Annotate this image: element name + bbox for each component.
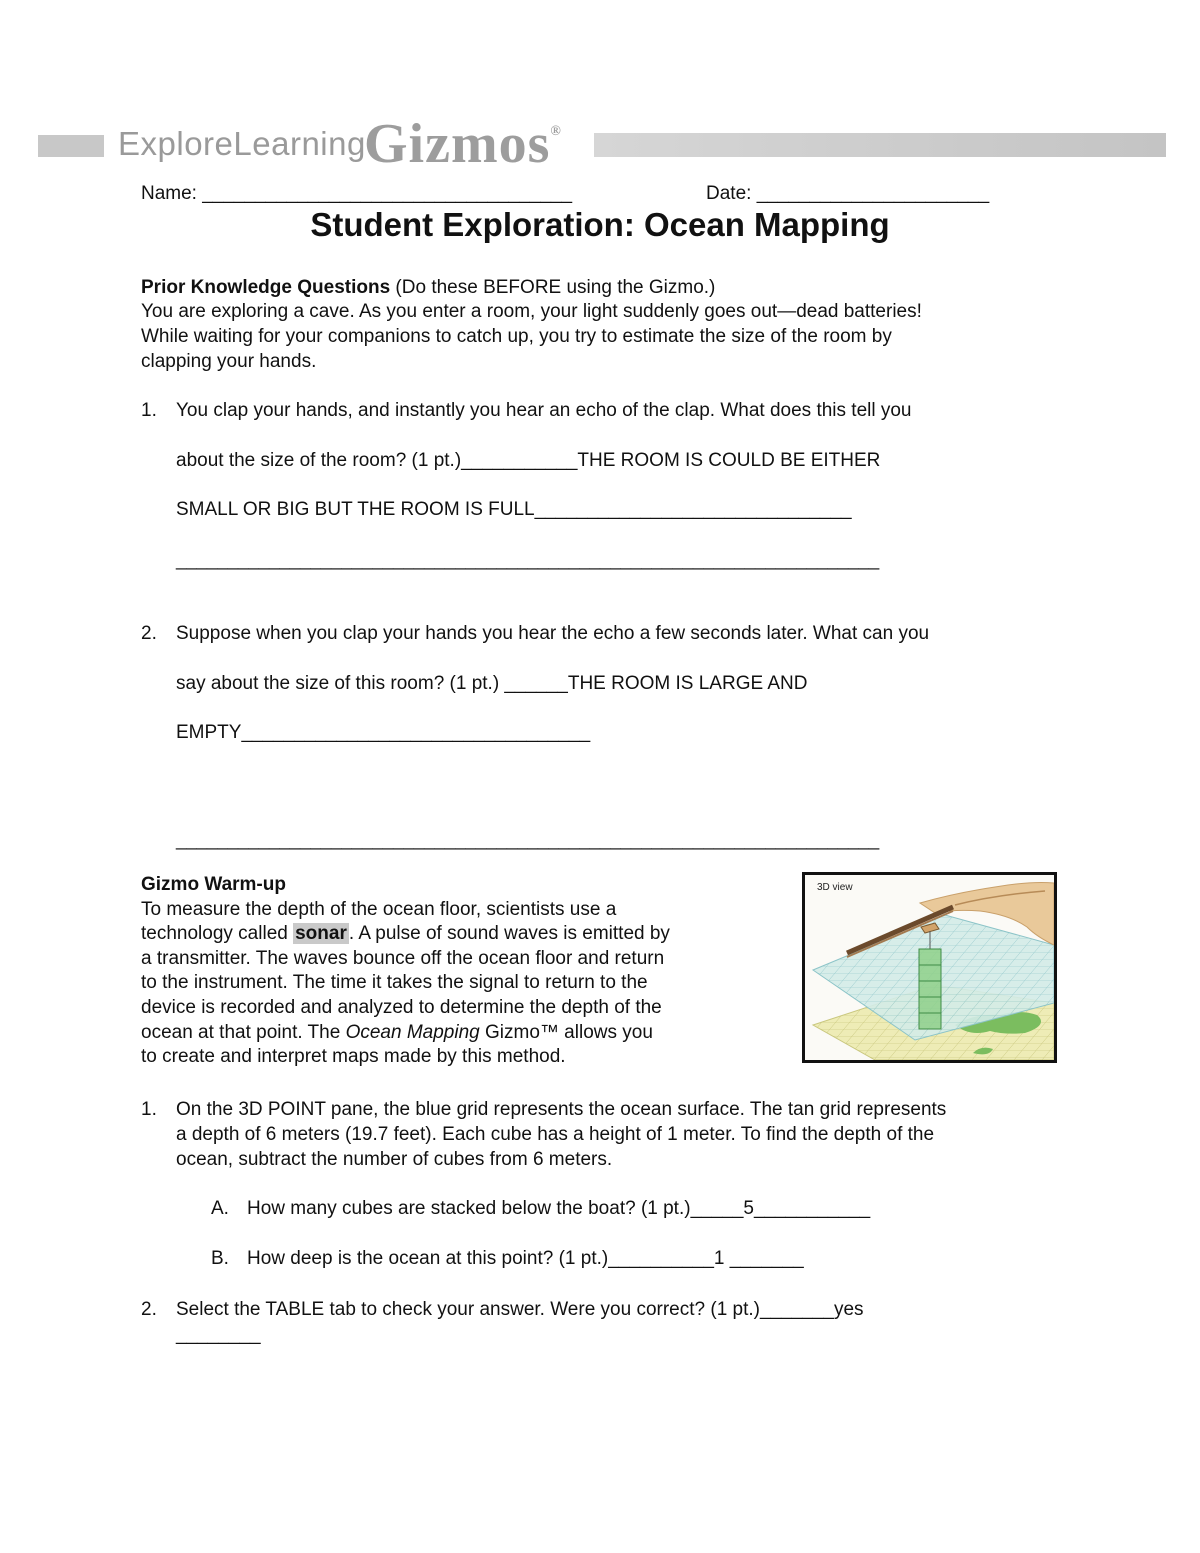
warmup-q1-line: ocean, subtract the number of cubes from 6 meters. [176, 1149, 613, 1170]
warmup-heading: Gizmo Warm-up [141, 874, 286, 895]
brand-bar-left [38, 135, 104, 157]
brand-gizmos-logo [364, 112, 562, 176]
prior-heading: Prior Knowledge Questions [141, 277, 391, 298]
warmup-q1a-label: A. [211, 1198, 229, 1219]
warmup-line: To measure the depth of the ocean floor, scientists use a [141, 899, 617, 920]
warmup-line: device is recorded and analyzed to determine the depth of the [141, 997, 662, 1018]
brand-reg-mark: ® [550, 124, 562, 139]
prior-q2-number: 2. [141, 623, 157, 644]
warmup-line [141, 922, 670, 947]
3d-view-label: 3D view [817, 882, 853, 893]
prior-q2-line: ____________________________________________________________________ [176, 829, 880, 850]
name-field: Name: ___________________________________ [141, 183, 573, 204]
prior-heading-note: (Do these BEFORE using the Gizmo.) [390, 277, 716, 298]
warmup-q2-number: 2. [141, 1299, 157, 1320]
prior-q2-line: Suppose when you clap your hands you hear the echo a few seconds later. What can you [176, 623, 930, 644]
3d-view-figure [802, 872, 1057, 1063]
prior-intro-line: While waiting for your companions to catch up, you try to estimate the size of the room by [141, 326, 892, 347]
warmup-line: a transmitter. The waves bounce off the ocean floor and return [141, 948, 665, 969]
warmup-q1-line: On the 3D POINT pane, the blue grid represents the ocean surface. The tan grid represents [176, 1099, 947, 1120]
prior-q1-line: SMALL OR BIG BUT THE ROOM IS FULL______________________________ [176, 499, 852, 520]
warmup-line-text: ocean at that point. The [141, 1022, 346, 1043]
prior-intro-line: You are exploring a cave. As you enter a room, your light suddenly goes out—dead batteries! [141, 301, 922, 322]
warmup-line-text: Gizmo™ allows you [479, 1022, 653, 1043]
page-title: Student Exploration: Ocean Mapping [310, 206, 890, 243]
prior-heading-line [141, 276, 715, 301]
date-field: Date: ______________________ [706, 183, 990, 204]
warmup-q1b-text: How deep is the ocean at this point? (1 pt.)__________1 _______ [247, 1248, 804, 1269]
warmup-q1-number: 1. [141, 1099, 157, 1120]
prior-q2-line: EMPTY_________________________________ [176, 722, 591, 743]
prior-q1-line: ____________________________________________________________________ [176, 549, 880, 570]
sonar-highlight: sonar [295, 923, 347, 944]
gizmo-name-italic: Ocean Mapping [345, 1022, 480, 1043]
warmup-line-text: . A pulse of sound waves is emitted by [348, 923, 670, 944]
warmup-line: to create and interpret maps made by this method. [141, 1046, 566, 1067]
prior-q2-line: say about the size of this room? (1 pt.) ______THE ROOM IS LARGE AND [176, 673, 808, 694]
brand-explorelearning-logo: ExploreLearning [118, 125, 366, 162]
brand-bar-right [594, 133, 1166, 157]
3d-view-illustration [805, 875, 1054, 1060]
warmup-q1a-text: How many cubes are stacked below the boat? (1 pt.)_____5___________ [247, 1198, 871, 1219]
prior-q1-number: 1. [141, 400, 157, 421]
cube-stack [919, 949, 941, 1029]
prior-q1-line: about the size of the room? (1 pt.)___________THE ROOM IS COULD BE EITHER [176, 450, 881, 471]
brand-gizmos-text: Gizmos [364, 113, 551, 175]
prior-intro-line: clapping your hands. [141, 351, 317, 372]
warmup-line: to the instrument. The time it takes the signal to return to the [141, 972, 648, 993]
prior-q1-line: You clap your hands, and instantly you hear an echo of the clap. What does this tell you [176, 400, 912, 421]
warmup-q1b-label: B. [211, 1248, 229, 1269]
warmup-line [141, 1021, 653, 1046]
warmup-q1-line: a depth of 6 meters (19.7 feet). Each cube has a height of 1 meter. To find the depth of the [176, 1124, 935, 1145]
warmup-q2-line: Select the TABLE tab to check your answer. Were you correct? (1 pt.)_______yes [176, 1299, 864, 1320]
warmup-q2-line: ________ [176, 1324, 261, 1345]
warmup-line-text: technology called [141, 923, 294, 944]
